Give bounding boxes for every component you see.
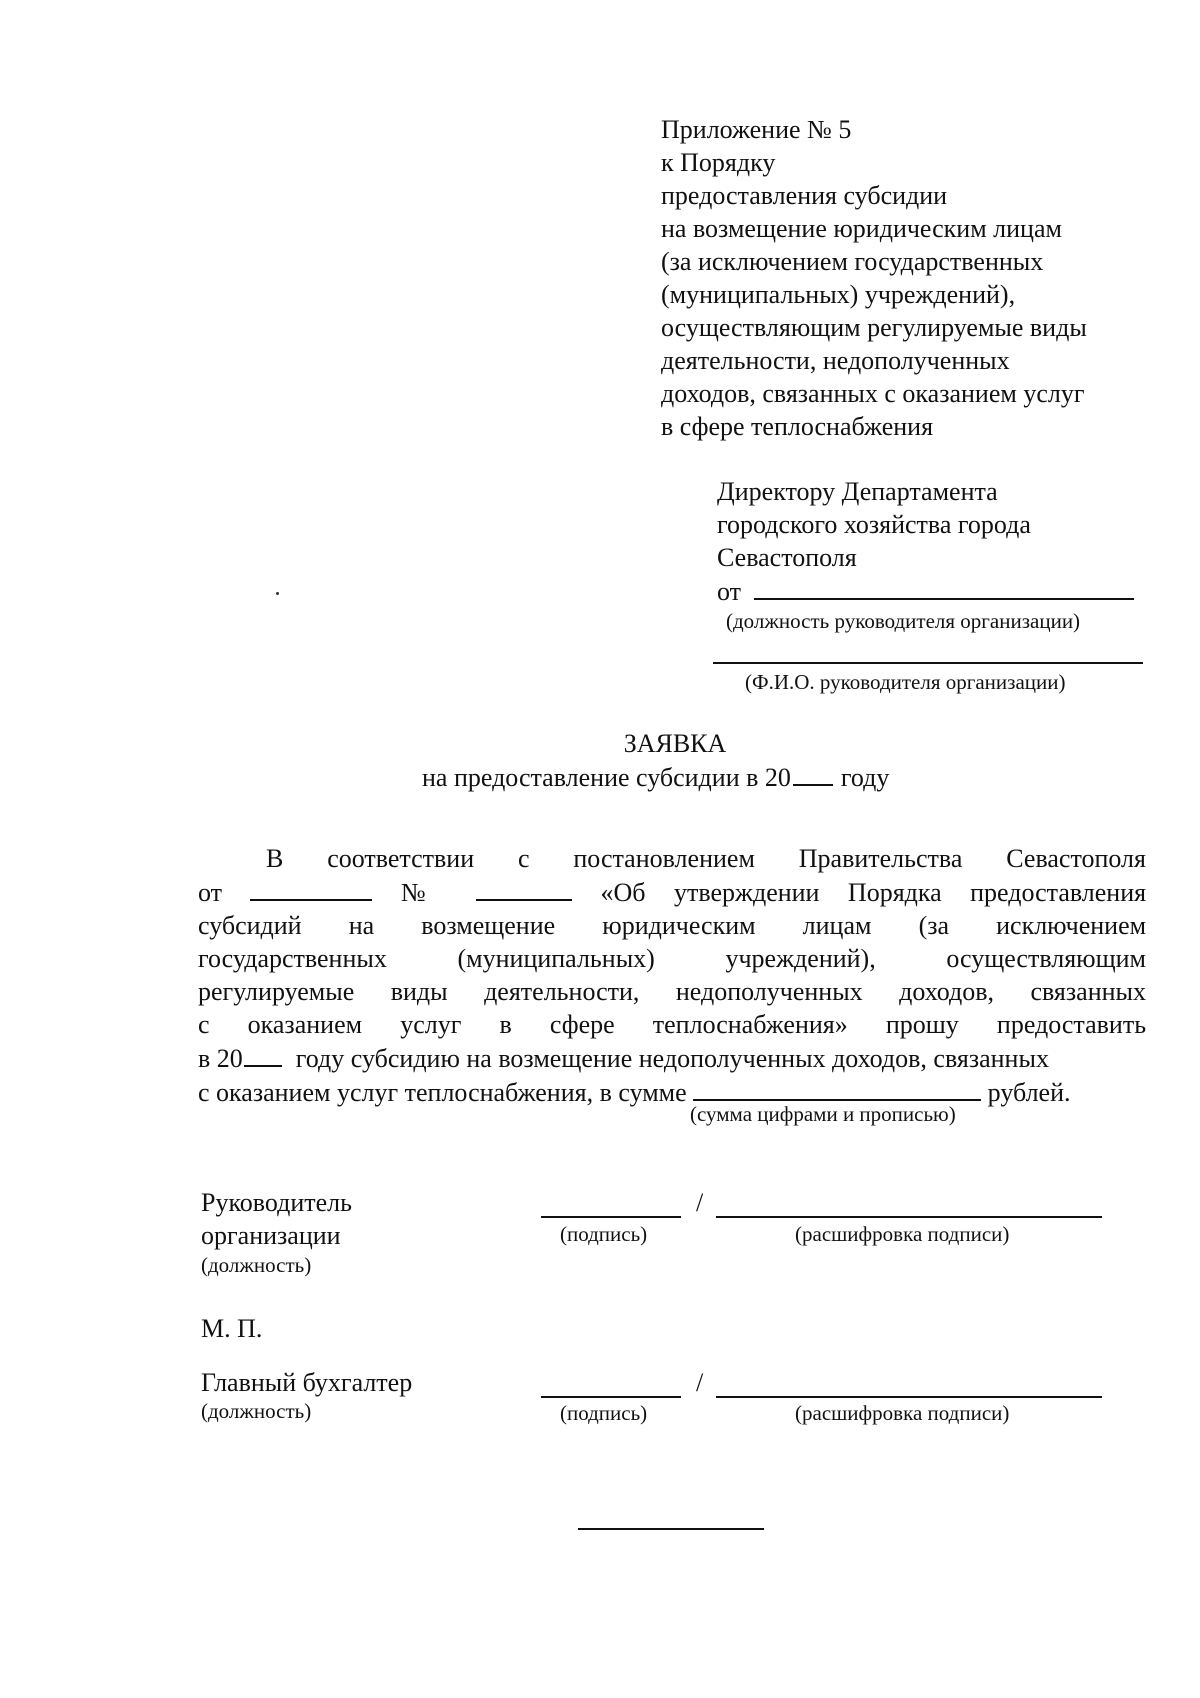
from-position-field: [754, 574, 1134, 600]
request-subheading: на предоставление субсидии в 20 году: [422, 760, 889, 794]
fio-field: [713, 662, 1143, 664]
head-decoding-caption: (расшифровка подписи): [795, 1222, 1010, 1246]
body-line-7: в 20 году субсидию на возмещение недополученных доходов, связанных: [198, 1041, 1146, 1075]
appendix-line: деятельности, недополученных: [661, 346, 1010, 375]
from-line: [717, 574, 1134, 608]
appendix-line: осуществляющим регулируемые виды: [661, 313, 1087, 342]
sum-field: [693, 1075, 981, 1101]
fio-caption: (Ф.И.О. руководителя организации): [745, 670, 1066, 694]
body-line-5: регулируемые виды деятельности, недополученных доходов, связанных: [198, 977, 1146, 1006]
appendix-line: предоставления субсидии: [661, 181, 948, 210]
closing-separator: [578, 1528, 764, 1530]
accountant-decoding-caption: (расшифровка подписи): [795, 1401, 1010, 1425]
accountant-title: Главный бухгалтер: [201, 1368, 413, 1397]
position-caption: (должность руководителя организации): [726, 609, 1081, 633]
head-decoding-field: [716, 1216, 1102, 1218]
addressee-line: Севастополя: [717, 543, 857, 572]
body-line-8: с оказанием услуг теплоснабжения, в сумме рублей.: [198, 1075, 1146, 1109]
appendix-block: [661, 113, 1087, 443]
addressee-line: Директору Департамента: [717, 477, 998, 506]
body-line-2: от № «Об утверждении Порядка предоставления: [198, 875, 1146, 909]
accountant-position-caption: (должность): [201, 1399, 312, 1423]
resolution-number-field: [476, 875, 572, 901]
accountant-signature-field: [541, 1396, 681, 1398]
body-line-3: субсидий на возмещение юридическим лицам (за исключением: [198, 911, 1147, 940]
appendix-line: (за исключением государственных: [661, 247, 1044, 276]
head-signature-field: [541, 1216, 681, 1218]
year-field: [793, 760, 833, 786]
body-line-1: В соответствии с постановлением Правительства Севастополя: [266, 844, 1146, 873]
request-body: [198, 842, 1146, 1109]
appendix-line: (муниципальных) учреждений),: [661, 280, 1016, 309]
appendix-line: доходов, связанных с оказанием услуг: [661, 379, 1085, 408]
appendix-line: к Порядку: [661, 148, 776, 177]
appendix-line: Приложение № 5: [661, 115, 852, 144]
appendix-line: на возмещение юридическим лицам: [661, 214, 1062, 243]
request-heading: ЗАЯВКА: [623, 729, 727, 758]
accountant-decoding-field: [716, 1396, 1102, 1398]
head-slash: /: [696, 1188, 704, 1217]
stray-dot: [276, 592, 279, 595]
accountant-signature-caption: (подпись): [560, 1401, 648, 1425]
accountant-slash: /: [696, 1368, 704, 1397]
head-position-caption: (должность): [201, 1253, 312, 1277]
head-title: Руководитель организации: [201, 1188, 352, 1250]
addressee-line: городского хозяйства города: [717, 510, 1031, 539]
sum-caption: (сумма цифрами и прописью): [690, 1102, 956, 1126]
body-line-6: с оказанием услуг в сфере теплоснабжения» прошу предоставить: [198, 1010, 1147, 1039]
stamp-mark: М. П.: [201, 1314, 263, 1343]
resolution-date-field: [250, 875, 372, 901]
subsidy-year-field: [244, 1041, 282, 1067]
head-signature-caption: (подпись): [560, 1222, 648, 1246]
body-line-4: государственных (муниципальных) учреждений), осуществляющим: [198, 944, 1146, 973]
appendix-line: в сфере теплоснабжения: [661, 412, 934, 441]
from-label: от: [717, 577, 742, 606]
addressee-block: [717, 475, 1134, 608]
